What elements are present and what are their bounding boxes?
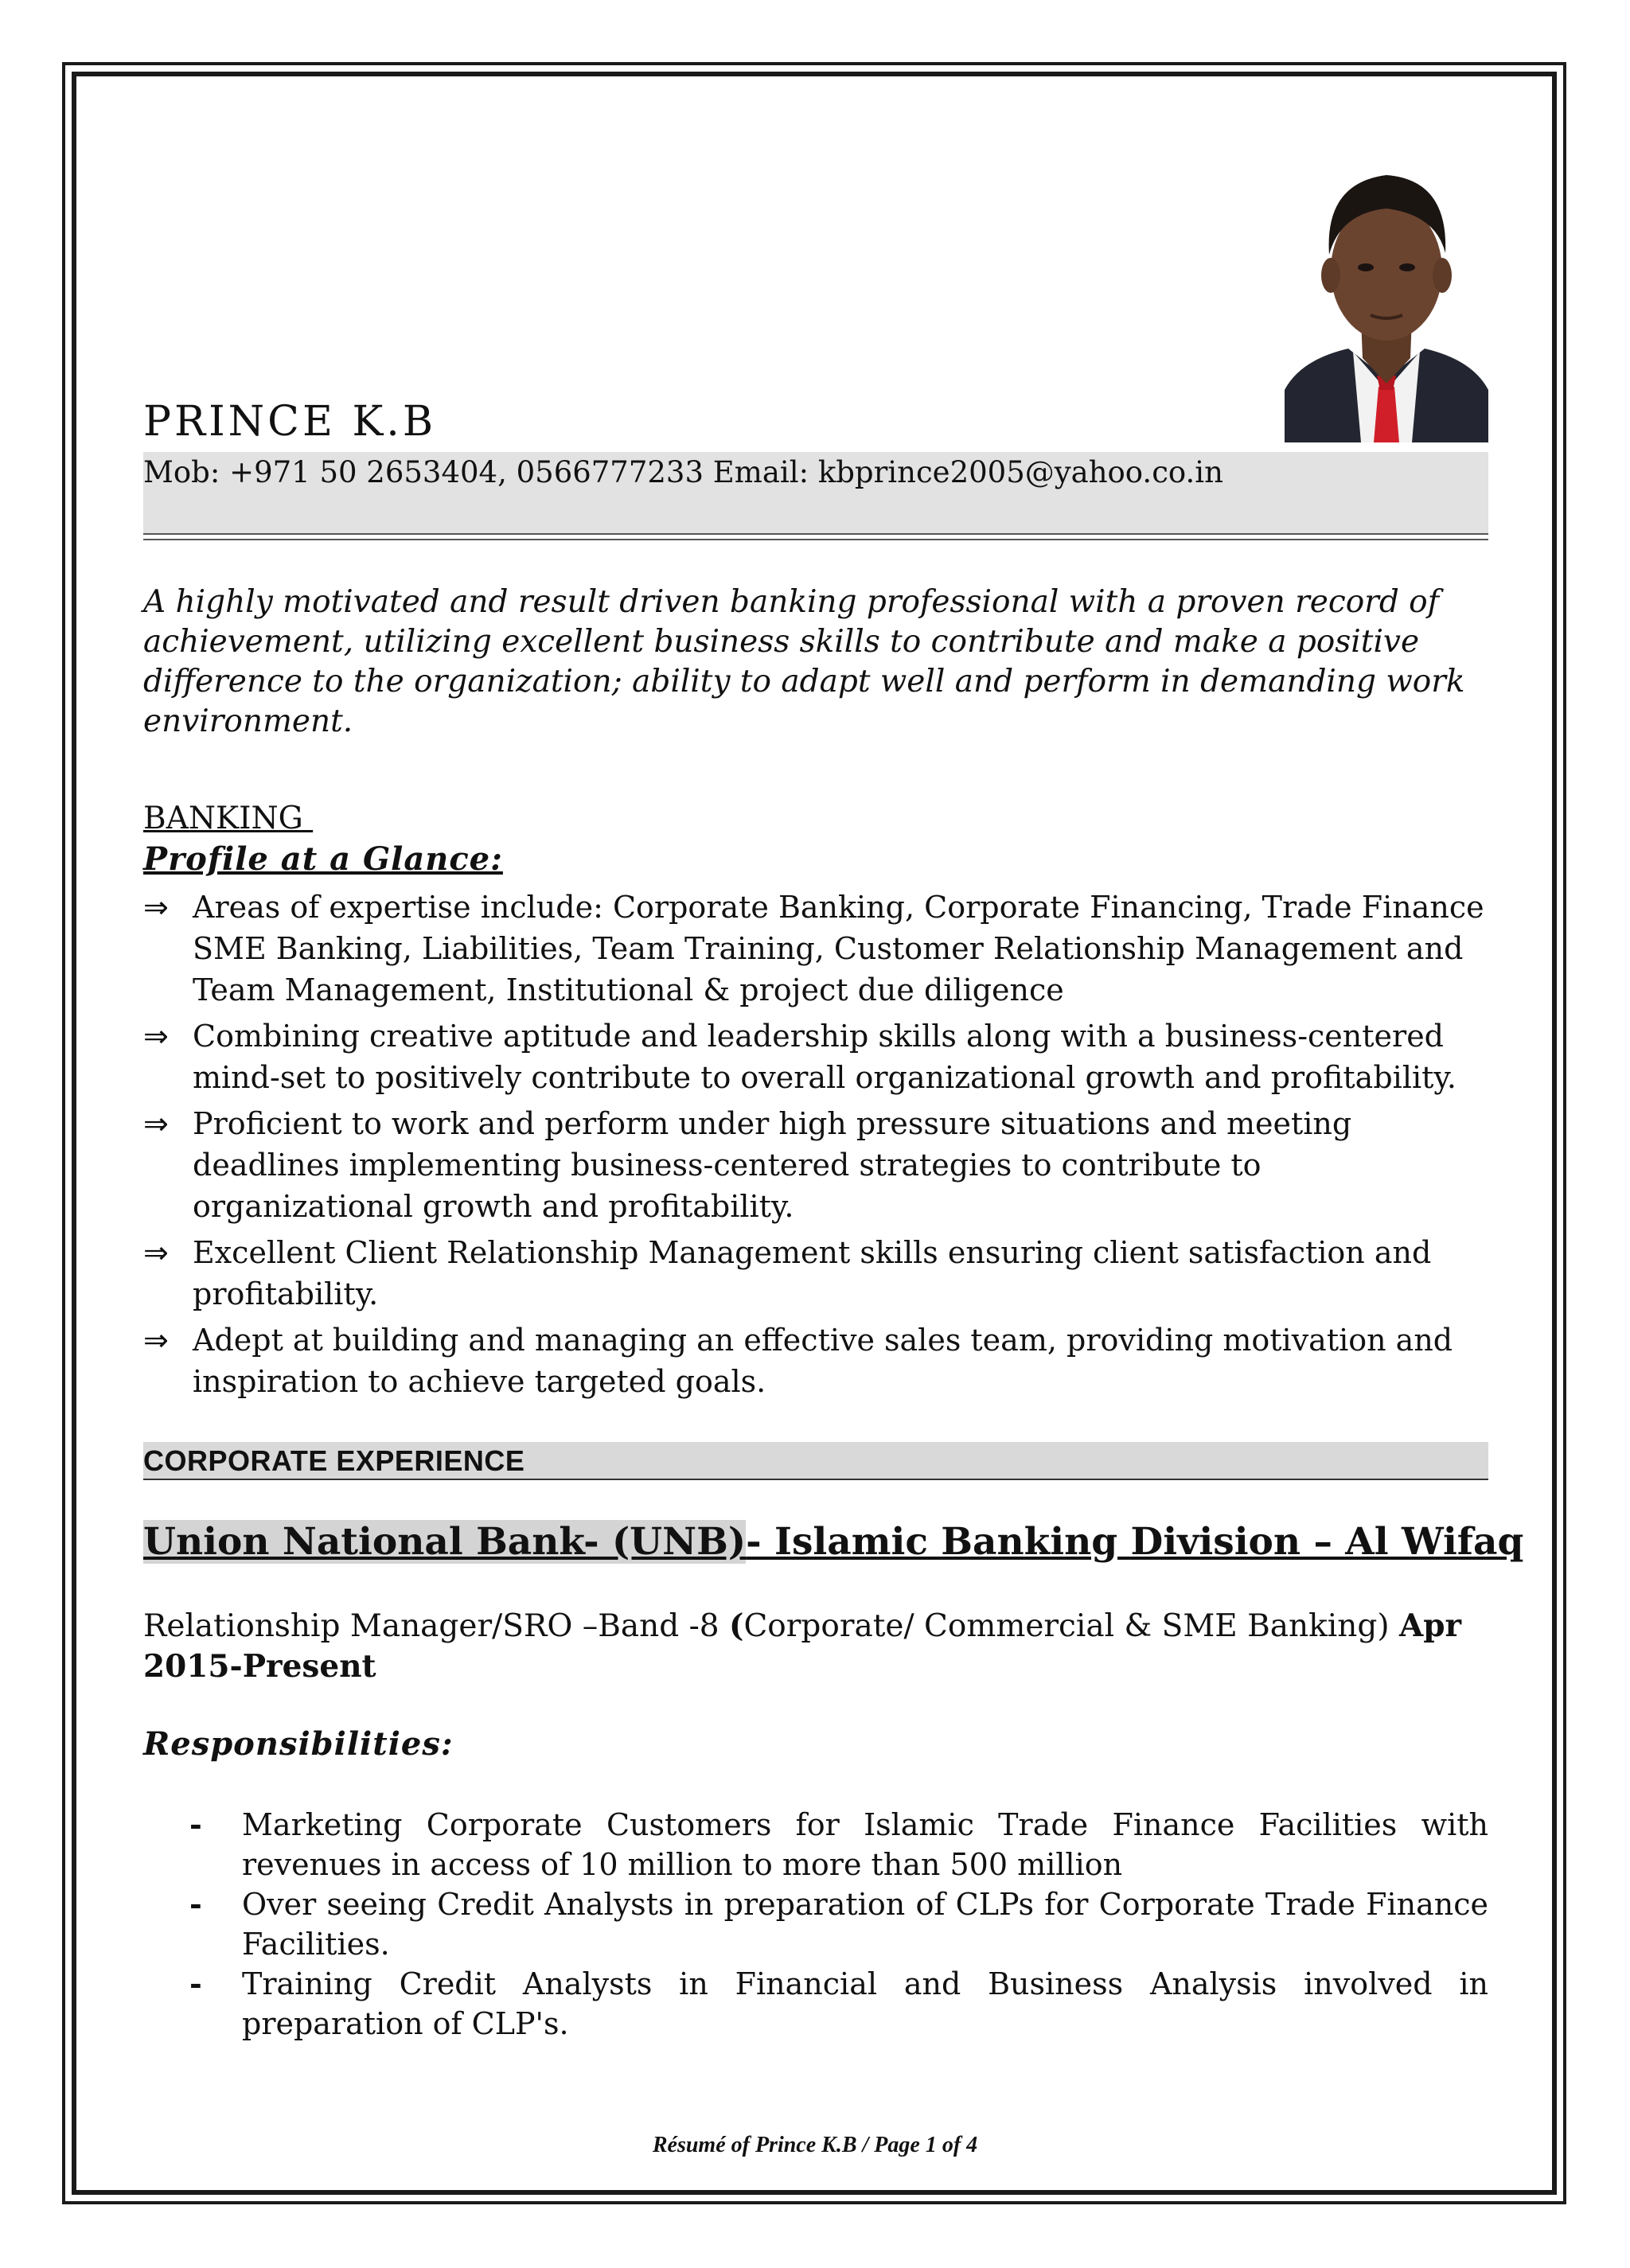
dash-bullet-icon: - <box>189 1966 202 2001</box>
list-item <box>143 1103 1488 1227</box>
list-item <box>143 887 1488 1011</box>
list-item <box>143 1232 1488 1315</box>
role-detail: Corporate/ Commercial & SME Banking) <box>743 1608 1399 1644</box>
header-divider-top <box>143 533 1488 535</box>
list-item <box>143 1884 1488 1964</box>
page-footer: Résumé of Prince K.B / Page 1 of 4 <box>652 2133 978 2157</box>
double-arrow-icon: ⇒ <box>143 1106 169 1141</box>
list-item-text: Marketing Corporate Customers for Islamic Trade Finance Facilities with revenues in access of 10 million to more than 500 million <box>242 1807 1488 1882</box>
dash-bullet-icon: - <box>189 1806 202 1842</box>
list-item-text: Excellent Client Relationship Management skills ensuring client satisfaction and profitability. <box>193 1235 1432 1311</box>
dash-bullet-icon: - <box>189 1886 202 1922</box>
list-item-text: Combining creative aptitude and leadership skills along with a business-centered mind-set to positively contribute to overall organizational growth and profitability. <box>193 1019 1456 1095</box>
list-item-text: Areas of expertise include: Corporate Banking, Corporate Financing, Trade Finance SME Banking, Liabilities, Team Training, Customer Relationship Management and Team Management, Institutional & project due diligence <box>193 890 1484 1007</box>
contact-info: Mob: +971 50 2653404, 0566777233 Email: kbprince2005@yahoo.co.in <box>143 455 1223 489</box>
candidate-name: PRINCE K.B <box>143 398 437 446</box>
list-item-text: Over seeing Credit Analysts in preparation of CLPs for Corporate Trade Finance Facilities. <box>242 1887 1488 1962</box>
header-divider-bottom <box>143 539 1488 540</box>
responsibilities-list <box>143 1805 1488 2044</box>
role-paren: ( <box>729 1607 744 1644</box>
responsibilities-heading: Responsibilities: <box>143 1725 454 1763</box>
double-arrow-icon: ⇒ <box>143 1235 169 1270</box>
corporate-experience-heading: CORPORATE EXPERIENCE <box>143 1444 525 1477</box>
double-arrow-icon: ⇒ <box>143 1019 169 1054</box>
job-role <box>143 1606 1488 1687</box>
profile-photo <box>1285 151 1488 442</box>
role-title: Relationship Manager/SRO –Band -8 <box>143 1608 729 1644</box>
list-item <box>143 1805 1488 1884</box>
profile-at-a-glance-heading: Profile at a Glance: <box>143 840 503 878</box>
career-objective: A highly motivated and result driven banking professional with a proven record of achievement, utilizing excellent business skills to contribute and make a positive difference to the organization; ability to adapt well and perform in demanding work environment. <box>143 584 1465 739</box>
list-item-text: Training Credit Analysts in Financial and Business Analysis involved in preparation of CLP's. <box>242 1966 1488 2041</box>
banking-label: BANKING <box>143 801 314 836</box>
double-arrow-icon: ⇒ <box>143 1323 169 1358</box>
role-period: Apr 2015-Present <box>143 1607 1462 1685</box>
employer-name-highlight: Union National Bank- (UNB) <box>143 1520 747 1564</box>
list-item <box>143 1964 1488 2044</box>
double-arrow-icon: ⇒ <box>143 890 169 925</box>
employer-division: - Islamic Banking Division – Al Wifaq <box>746 1520 1524 1564</box>
profile-list <box>143 887 1488 1407</box>
list-item <box>143 1015 1488 1098</box>
list-item <box>143 1319 1488 1402</box>
employer-heading <box>143 1520 1523 1564</box>
list-item-text: Proficient to work and perform under high pressure situations and meeting deadlines implementing business-centered strategies to contribute to organizational growth and profitability. <box>193 1106 1352 1224</box>
list-item-text: Adept at building and managing an effective sales team, providing motivation and inspiration to achieve targeted goals. <box>193 1323 1453 1399</box>
